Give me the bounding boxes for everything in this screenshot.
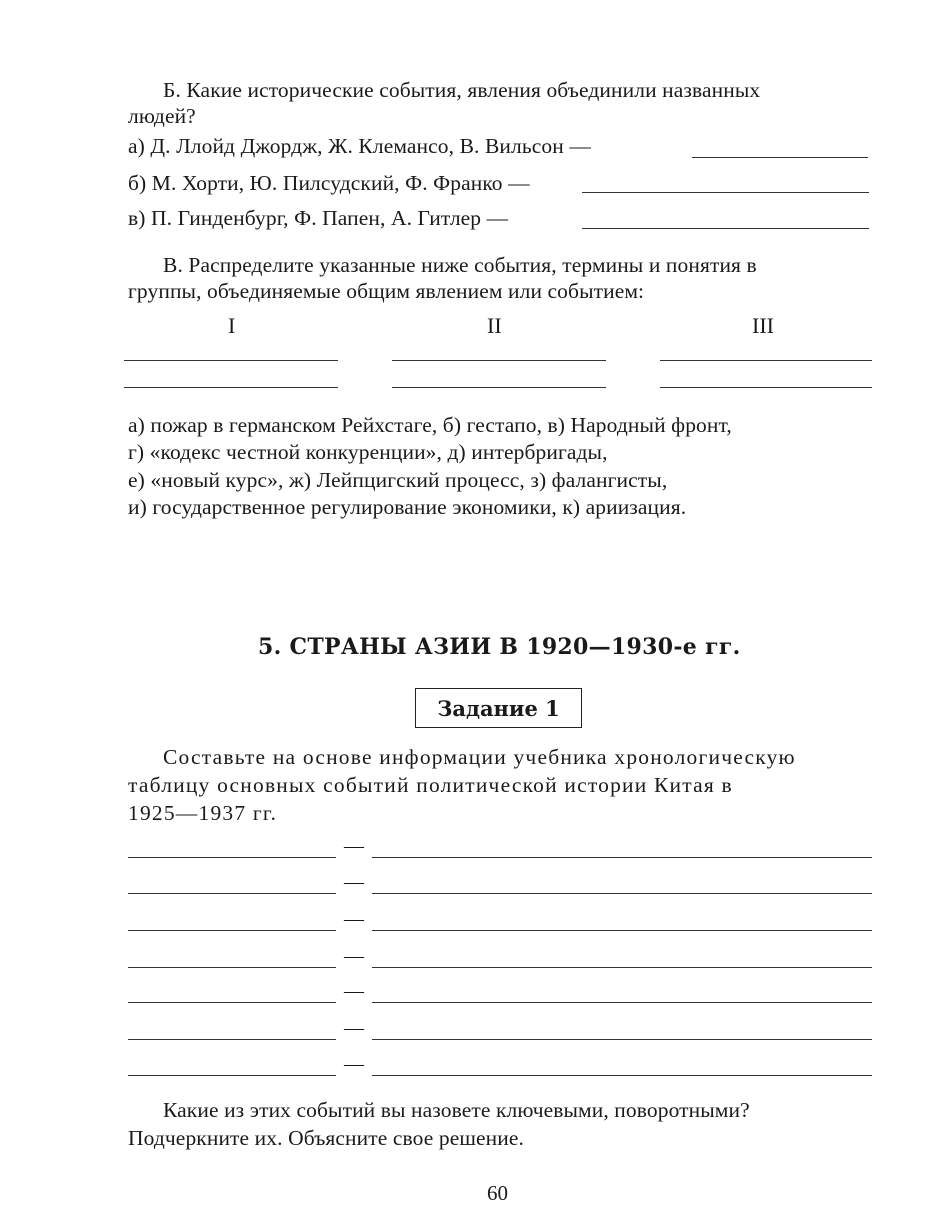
task-instruction-line1: Составьте на основе информации учебника хронологическую xyxy=(163,745,796,769)
section-b-question-line2: людей? xyxy=(128,104,196,128)
date-line[interactable] xyxy=(128,967,336,968)
task-instruction-line3: 1925—1937 гг. xyxy=(128,801,278,825)
date-line[interactable] xyxy=(128,1075,336,1076)
terms-line-4: и) государственное регулирование экономики, к) ариизация. xyxy=(128,495,687,519)
event-line[interactable] xyxy=(372,930,872,931)
section-b-question-line1: Б. Какие исторические события, явления объединили названных xyxy=(163,78,761,102)
row-separator: — xyxy=(344,1017,364,1039)
chapter-title: 5. СТРАНЫ АЗИИ В 1920—1930-е гг. xyxy=(258,634,741,660)
followup-line2: Подчеркните их. Объясните свое решение. xyxy=(128,1126,524,1150)
date-line[interactable] xyxy=(128,857,336,858)
group-2-answer-line-2[interactable] xyxy=(392,387,606,388)
section-v-instruction-line1: В. Распределите указанные ниже события, термины и понятия в xyxy=(163,253,757,277)
group-3-answer-line-1[interactable] xyxy=(660,360,872,361)
date-line[interactable] xyxy=(128,893,336,894)
event-line[interactable] xyxy=(372,967,872,968)
event-line[interactable] xyxy=(372,893,872,894)
answer-line-b-v[interactable] xyxy=(582,228,869,229)
row-separator: — xyxy=(344,871,364,893)
event-line[interactable] xyxy=(372,857,872,858)
terms-line-1: а) пожар в германском Рейхстаге, б) гестапо, в) Народный фронт, xyxy=(128,413,732,437)
group-2-answer-line-1[interactable] xyxy=(392,360,606,361)
group-header-1: I xyxy=(228,313,236,338)
row-separator: — xyxy=(344,945,364,967)
followup-line1: Какие из этих событий вы назовете ключевыми, поворотными? xyxy=(163,1098,750,1122)
date-line[interactable] xyxy=(128,1039,336,1040)
section-b-item-v: в) П. Гинденбург, Ф. Папен, А. Гитлер — xyxy=(128,206,509,230)
group-header-3: III xyxy=(752,313,774,338)
row-separator: — xyxy=(344,835,364,857)
page-number: 60 xyxy=(487,1181,508,1205)
event-line[interactable] xyxy=(372,1002,872,1003)
row-separator: — xyxy=(344,1053,364,1075)
group-header-2: II xyxy=(487,313,502,338)
answer-line-b-a[interactable] xyxy=(692,157,868,158)
section-b-item-a: а) Д. Ллойд Джордж, Ж. Клемансо, В. Вильсон — xyxy=(128,134,591,158)
row-separator: — xyxy=(344,908,364,930)
terms-line-2: г) «кодекс честной конкуренции», д) интербригады, xyxy=(128,440,608,464)
event-line[interactable] xyxy=(372,1075,872,1076)
terms-line-3: е) «новый курс», ж) Лейпцигский процесс, з) фалангисты, xyxy=(128,468,668,492)
section-v-instruction-line2: группы, объединяемые общим явлением или событием: xyxy=(128,279,645,303)
task-instruction-line2: таблицу основных событий политической истории Китая в xyxy=(128,773,733,797)
task-label-box xyxy=(415,688,582,728)
group-1-answer-line-2[interactable] xyxy=(124,387,338,388)
date-line[interactable] xyxy=(128,1002,336,1003)
group-3-answer-line-2[interactable] xyxy=(660,387,872,388)
section-b-item-b: б) М. Хорти, Ю. Пилсудский, Ф. Франко — xyxy=(128,171,530,195)
date-line[interactable] xyxy=(128,930,336,931)
task-label: Задание 1 xyxy=(437,695,560,721)
answer-line-b-b[interactable] xyxy=(582,192,869,193)
row-separator: — xyxy=(344,980,364,1002)
group-1-answer-line-1[interactable] xyxy=(124,360,338,361)
event-line[interactable] xyxy=(372,1039,872,1040)
